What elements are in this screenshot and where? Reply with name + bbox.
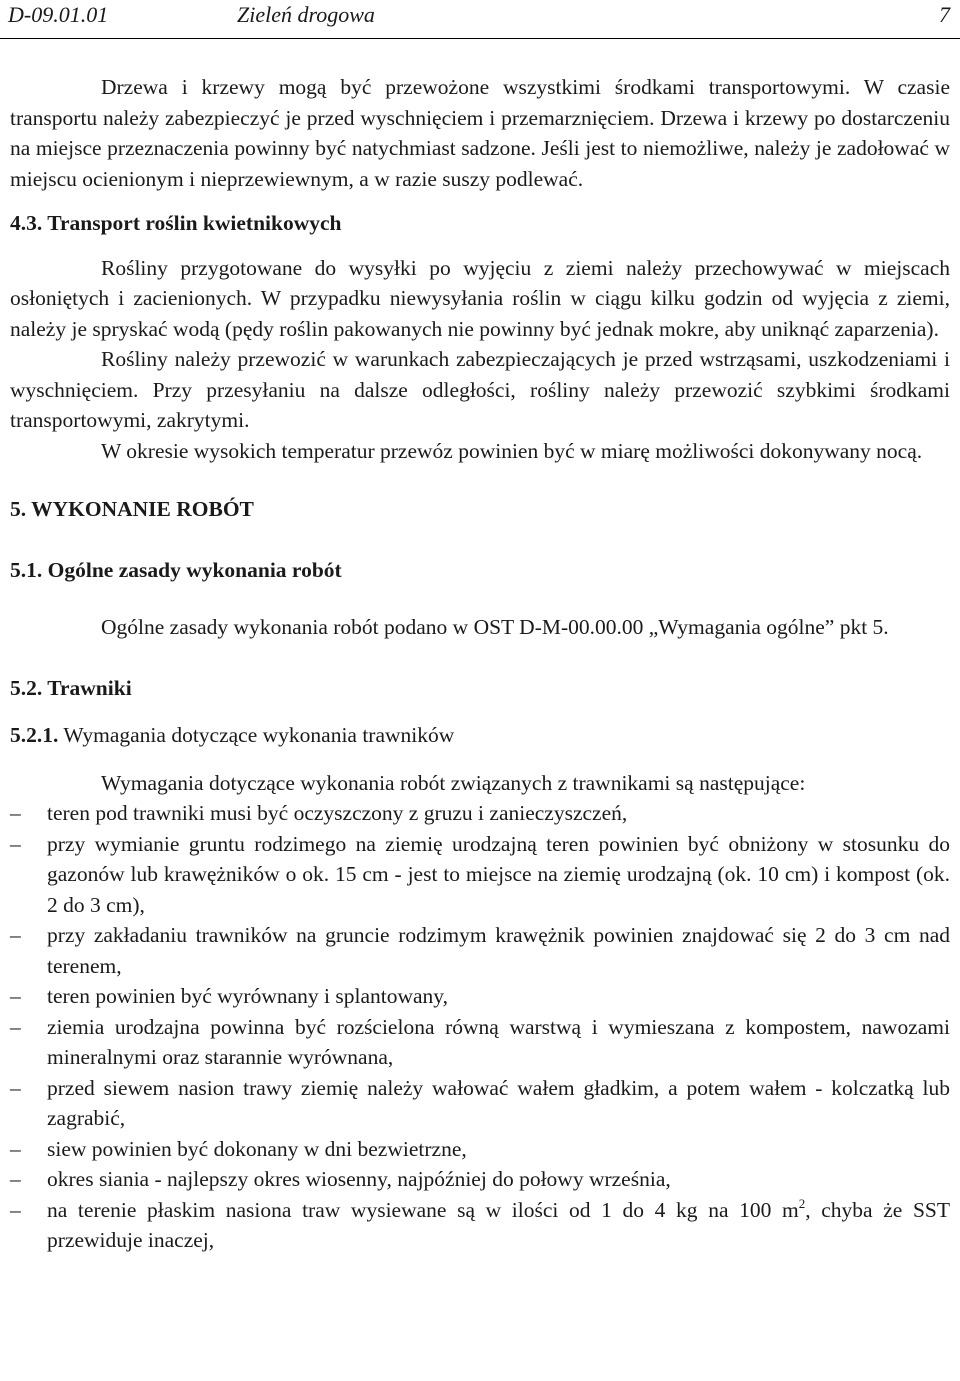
- dash-bullet: –: [10, 1167, 21, 1191]
- dash-bullet: –: [10, 1197, 21, 1222]
- paragraph-general-rules: Ogólne zasady wykonania robót podano w OST D-M-00.00.00 „Wymagania ogólne” pkt 5.: [101, 615, 889, 639]
- heading-4-3: 4.3. Transport roślin kwietnikowych: [10, 211, 342, 235]
- list-item-text-continued: , chyba że SST przewiduje inaczej,: [47, 1197, 951, 1252]
- list-item-text: przed siewem nasion trawy ziemię należy wałować wałem gładkim, a potem wałem - kolczatką lub zagrabić,: [47, 1075, 950, 1130]
- list-item: [10, 981, 950, 1012]
- heading-5-2-1-text: Wymagania dotyczące wykonania trawników: [58, 723, 455, 747]
- list-item-text: na terenie płaskim nasiona traw wysiewane są w ilości od 1 do 4 kg na 100 m: [47, 1197, 799, 1222]
- list-item-text: siew powinien być dokonany w dni bezwietrzne,: [47, 1136, 467, 1161]
- document-code: D-09.01.01: [8, 2, 109, 27]
- heading-5-2-1-number: 5.2.1.: [10, 723, 59, 747]
- heading-5-1: 5.1. Ogólne zasady wykonania robót: [10, 557, 342, 582]
- list-item: [10, 1073, 950, 1134]
- paragraph-transport-trees: Drzewa i krzewy mogą być przewożone wszystkimi środkami transportowymi. W czasie transportu należy zabezpieczyć je przed wyschnięciem i przemarznięciem. Drzewa i krzewy po dostarczeniu na miejsce przeznaczenia powinny być natychmiast sadzone. Jeśli jest to niemożliwe, należy je zadołować w miejscu ocienionym i nieprzewiewnym, a w razie suszy podlewać.: [10, 75, 950, 191]
- document-body: [10, 72, 950, 1256]
- dash-bullet: –: [10, 801, 21, 825]
- dash-bullet: –: [10, 1075, 21, 1100]
- dash-bullet: –: [10, 1136, 21, 1161]
- list-item: [10, 920, 950, 981]
- list-item-text: okres siania - najlepszy okres wiosenny, najpóźniej do połowy września,: [47, 1167, 671, 1191]
- heading-5-2: 5.2. Trawniki: [10, 675, 132, 700]
- page-number: 7: [939, 2, 950, 27]
- heading-5-2-1: [10, 720, 950, 751]
- list-item: [10, 798, 950, 829]
- heading-5: 5. WYKONANIE ROBÓT: [10, 497, 254, 521]
- list-item: [10, 1012, 950, 1073]
- list-item-text: teren powinien być wyrównany i splantowany,: [47, 984, 449, 1008]
- paragraph-flower-transport: Rośliny należy przewozić w warunkach zabezpieczających je przed wstrząsami, uszkodzeniami i wyschnięciem. Przy przesyłaniu na dalsze odległości, rośliny należy przewozić szybkimi środkami transportowymi, zakrytymi.: [10, 347, 950, 432]
- list-item-text: teren pod trawniki musi być oczyszczony z gruzu i zanieczyszczeń,: [47, 801, 628, 825]
- paragraph-night-transport: W okresie wysokich temperatur przewóz powinien być w miarę możliwości dokonywany nocą.: [101, 438, 923, 463]
- page-header: [0, 0, 960, 39]
- list-item: [10, 1164, 950, 1195]
- list-item-text: przy zakładaniu trawników na gruncie rodzimym krawężnik powinien znajdować się 2 do 3 cm nad terenem,: [47, 923, 950, 978]
- dash-bullet: –: [10, 831, 21, 856]
- superscript-exponent: 2: [798, 1195, 806, 1211]
- lawn-requirements-list: [10, 798, 950, 1256]
- document-title: Zieleń drogowa: [237, 2, 375, 27]
- paragraph-lawn-intro: Wymagania dotyczące wykonania robót związanych z trawnikami są następujące:: [101, 770, 806, 795]
- dash-bullet: –: [10, 1014, 21, 1039]
- list-item-text: ziemia urodzajna powinna być rozścielona równą warstwą i wymieszana z kompostem, nawozami mineralnymi oraz starannie wyrównana,: [47, 1014, 950, 1069]
- dash-bullet: –: [10, 923, 21, 947]
- paragraph-flower-storage: Rośliny przygotowane do wysyłki po wyjęciu z ziemi należy przechowywać w miejscach osłoniętych i zacienionych. W przypadku niewysyłania roślin w ciągu kilku godzin od wyjęcia z ziemi, należy je spryskać wodą (pędy roślin pakowanych nie powinny być jednak mokre, aby uniknąć zaparzenia).: [10, 255, 950, 341]
- list-item-text: przy wymianie gruntu rodzimego na ziemię urodzajną teren powinien być obniżony w stosunku do gazonów lub krawężników o ok. 15 cm - jest to miejsce na ziemię urodzajną (ok. 10 cm) i kompost (ok. 2 do 3 cm),: [47, 831, 950, 917]
- dash-bullet: –: [10, 984, 21, 1008]
- list-item: [10, 1134, 950, 1165]
- list-item: [10, 829, 950, 921]
- list-item: [10, 1195, 950, 1256]
